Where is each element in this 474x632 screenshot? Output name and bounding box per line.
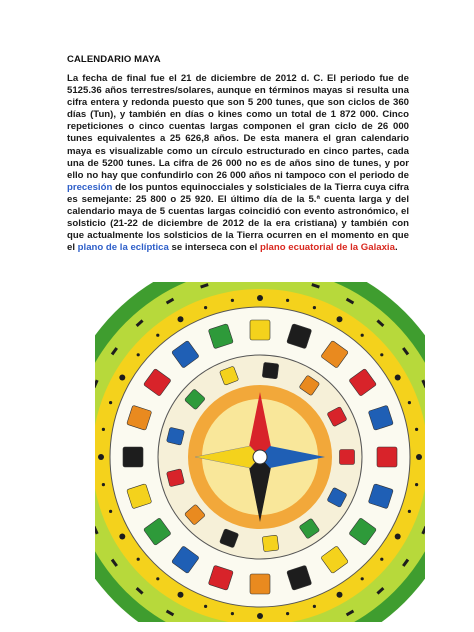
link-plano-ecuatorial-galaxia[interactable]: plano ecuatorial de la Galaxia: [260, 242, 395, 254]
paragraph-text-3: se interseca con el: [168, 242, 261, 254]
ring-dot: [380, 353, 383, 356]
ring-dot: [156, 577, 159, 580]
body-paragraph: [67, 73, 409, 254]
ring-dot: [137, 353, 140, 356]
ring-dot: [231, 299, 234, 302]
ring-dot: [178, 592, 184, 598]
ring-dot: [337, 592, 343, 598]
ring-dot: [395, 534, 401, 540]
outer-glyph-tile: [250, 574, 270, 594]
center-dot: [253, 450, 267, 464]
link-plano-ecliptica[interactable]: plano de la eclíptica: [77, 242, 169, 254]
ring-dot: [313, 306, 316, 309]
ring-dot: [361, 577, 364, 580]
ring-dot: [257, 295, 263, 301]
ring-dot: [231, 612, 234, 615]
outer-glyph-tile: [123, 447, 143, 467]
inner-glyph-tile: [166, 469, 184, 487]
link-precesion[interactable]: precesión: [67, 181, 113, 193]
inner-glyph-tile: [340, 450, 355, 465]
paragraph-text-2: de los puntos equinocciales y solsticiales de la Tierra cuya cifra es semejante: 25 800 o 25 920. El último día de la 5.ª cuenta larga y del calendario maya de 5 cuentas largas coincidió con evento astronómico, el solsticio (21-22 de diciembre de 2012 de la era cristiana) y también con que actualmente los solsticios de la Tierra ocurren en el momento en que el: [67, 181, 409, 254]
paragraph-text-4: .: [394, 242, 398, 254]
ring-dot: [204, 306, 207, 309]
ring-dot: [286, 299, 289, 302]
ring-dot: [204, 605, 207, 608]
outer-glyph-tile: [377, 447, 397, 467]
ring-dot: [408, 510, 411, 513]
ring-dot: [408, 401, 411, 404]
ring-dot: [337, 316, 343, 322]
page-title: CALENDARIO MAYA: [67, 54, 161, 65]
ring-dot: [416, 454, 422, 460]
ring-dot: [361, 334, 364, 337]
inner-glyph-tile: [262, 535, 279, 552]
ring-dot: [313, 605, 316, 608]
ring-dot: [395, 375, 401, 381]
maya-calendar-figure: [95, 282, 425, 622]
ring-dot: [380, 558, 383, 561]
ring-dot: [415, 483, 418, 486]
paragraph-text-1: La fecha de final fue el 21 de diciembre de 2012 d. C. El periodo fue de 5125.36 años terrestres/solares, aunque en términos mayas si resulta una cifra entera y redonda puesto que son 5 200 tunes, que son ciclos de 360 días (Tun), y también en días o kines como un total de 1 872 000. Cinco repeticiones o cinco cuentas largas componen el gran ciclo de 26 000 tunes equivalentes a 25 626,8 años. De esta manera el gran calendario maya es visualizable como un círculo estructurado en cinco partes, cada una de 5200 tunes. La cifra de 26 000 no es de años sino de tunes, y por ello no hay que confundirlo con 26 000 años ni tampoco con el periodo de: [67, 73, 409, 181]
inner-glyph-tile: [166, 427, 184, 445]
ring-dot: [286, 612, 289, 615]
ring-dot: [156, 334, 159, 337]
ring-dot: [415, 428, 418, 431]
inner-glyph-tile: [262, 362, 279, 379]
ring-dot: [137, 558, 140, 561]
ring-dot: [178, 316, 184, 322]
outer-glyph-tile: [250, 320, 270, 340]
ring-dot: [257, 613, 263, 619]
